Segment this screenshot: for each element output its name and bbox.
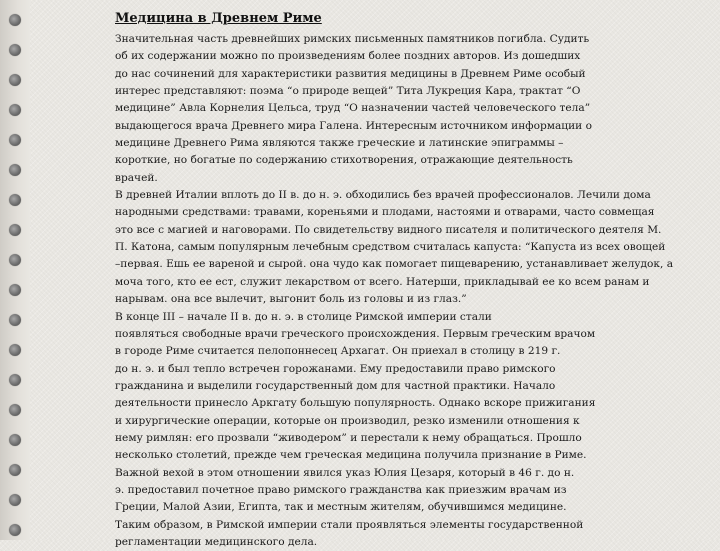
text-line: э. предоставил почетное право римского гражданства как приезжим врачам из (115, 483, 567, 496)
text-line: до нас сочинений для характеристики развития медицины в Древнем Риме особый (115, 67, 586, 80)
text-line: медицине Древнего Рима являются также греческие и латинские эпиграммы – (115, 137, 564, 150)
text-line: это все с магией и наговорами. По свидетельству видного писателя и политического деятеля М. (115, 223, 662, 236)
binder-ring-icon (9, 104, 21, 116)
text-line: нему римлян: его прозвали “живодером” и перестали к нему обращаться. Прошло (115, 431, 582, 444)
slide-body (115, 31, 715, 551)
binder-ring-strip (0, 0, 30, 540)
slide-title: Медицина в Древнем Риме (115, 11, 322, 26)
text-line: короткие, но богатые по содержанию стихотворения, отражающие деятельность (115, 154, 573, 167)
text-line: выдающегося врача Древнего мира Галена. Интересным источником информации о (115, 119, 592, 132)
binder-ring-icon (9, 494, 21, 506)
text-line: несколько столетий, прежде чем греческая медицина получила признание в Риме. (115, 449, 587, 462)
binder-ring-icon (9, 314, 21, 326)
text-line: Значительная часть древнейших римских письменных памятников погибла. Судить (115, 33, 590, 45)
slide-content (115, 10, 715, 551)
binder-ring-icon (9, 224, 21, 236)
text-line: до н. э. и был тепло встречен горожанами. Ему предоставили право римского (115, 362, 556, 375)
binder-ring-icon (9, 464, 21, 476)
text-line: врачей. (115, 171, 158, 184)
text-line: Важной вехой в этом отношении явился указ Юлия Цезаря, который в 46 г. до н. (115, 466, 575, 479)
text-line: народными средствами: травами, кореньями и плодами, настоями и отварами, часто совмещая (115, 206, 655, 219)
binder-ring-icon (9, 14, 21, 26)
text-line: моча того, кто ее ест, служит лекарством от всего. Натерши, прикладывай ее ко всем ранам и (115, 275, 650, 288)
text-line: деятельности принесло Аркгату большую популярность. Однако вскоре прижигания (115, 397, 596, 410)
text-line: появляться свободные врачи греческого происхождения. Первым греческим врачом (115, 327, 596, 340)
text-line: медицине” Авла Корнелия Цельса, труд “О назначении частей человеческого тела” (115, 102, 591, 115)
binder-ring-icon (9, 404, 21, 416)
text-line: в городе Риме считается пелопоннесец Архагат. Он приехал в столицу в 219 г. (115, 345, 561, 358)
text-line: Таким образом, в Римской империи стали проявляться элементы государственной (115, 518, 584, 531)
binder-ring-icon (9, 374, 21, 386)
text-line: интерес представляют: поэма “о природе вещей” Тита Лукреция Кара, трактат “О (115, 85, 581, 98)
text-line: об их содержании можно по произведениям более поздних авторов. Из дошедших (115, 50, 581, 63)
text-line: гражданина и выделили государственный дом для частной практики. Начало (115, 379, 556, 392)
binder-ring-icon (9, 434, 21, 446)
binder-ring-icon (9, 344, 21, 356)
text-line: Греции, Малой Азии, Египта, так и местным жителям, обучившимся медицине. (115, 501, 567, 514)
binder-ring-icon (9, 254, 21, 266)
text-line: регламентации медицинского дела. (115, 535, 318, 548)
text-line: и хирургические операции, которые он производил, резко изменили отношения к (115, 414, 580, 427)
binder-ring-icon (9, 44, 21, 56)
binder-ring-icon (9, 194, 21, 206)
binder-ring-icon (9, 134, 21, 146)
binder-ring-icon (9, 284, 21, 296)
text-line: –первая. Ешь ее вареной и сырой. она чудо как помогает пищеварению, устанавливает желудок, а (115, 258, 674, 271)
text-line: В древней Италии вплоть до II в. до н. э. обходились без врачей профессионалов. Лечили дома (115, 189, 651, 202)
binder-ring-icon (9, 74, 21, 86)
text-line: П. Катона, самым популярным лечебным средством считалась капуста: “Капуста из всех овощей (115, 241, 666, 254)
text-line: В конце III – начале II в. до н. э. в столице Римской империи стали (115, 310, 492, 323)
binder-ring-icon (9, 164, 21, 176)
binder-ring-icon (9, 524, 21, 536)
text-line: нарывам. она все вылечит, выгонит боль из головы и из глаз.” (115, 293, 467, 306)
